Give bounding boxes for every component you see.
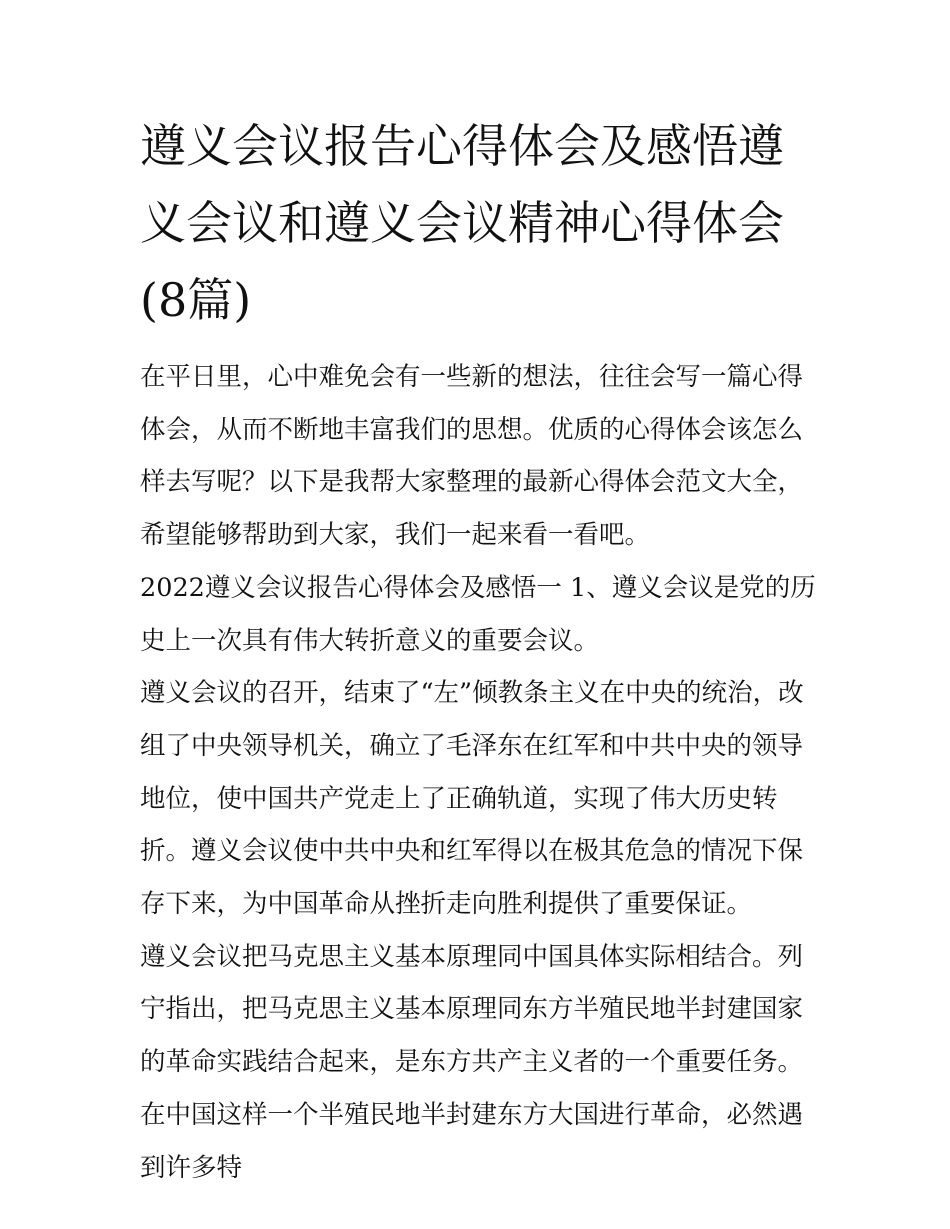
paragraph-intro: 在平日里，心中难免会有一些新的想法，往往会写一篇心得体会，从而不断地丰富我们的思想。优质的心得体会该怎么样去写呢？以下是我帮大家整理的最新心得体会范文大全，希望能够帮助到大家，我们一起来看一看吧。 bbox=[140, 362, 804, 551]
document-content bbox=[140, 108, 820, 1194]
paragraph-meeting-significance: 遵义会议的召开，结束了“左”倾教条主义在中央的统治，改组了中央领导机关，确立了毛泽东在红军和中共中央的领导地位，使中国共产党走上了正确轨道，实现了伟大历史转折。遵义会议使中共中央和红军得以在极其危急的情况下保存下来，为中国革命从挫折走向胜利提供了重要保证。 bbox=[140, 678, 804, 920]
document-title: 遵义会议报告心得体会及感悟遵义会议和遵义会议精神心得体会(8篇) bbox=[140, 119, 784, 327]
document-body bbox=[140, 351, 820, 1194]
paragraph-marxism-practice: 遵义会议把马克思主义基本原理同中国具体实际相结合。列宁指出，把马克思主义基本原理同东方半殖民地半封建国家的革命实践结合起来，是东方共产主义者的一个重要任务。在中国这样一个半殖民地半封建东方大国进行革命，必然遇到许多特 bbox=[140, 941, 804, 1183]
paragraph-section-one: 2022遵义会议报告心得体会及感悟一 1、遵义会议是党的历史上一次具有伟大转折意义的重要会议。 bbox=[140, 572, 816, 656]
